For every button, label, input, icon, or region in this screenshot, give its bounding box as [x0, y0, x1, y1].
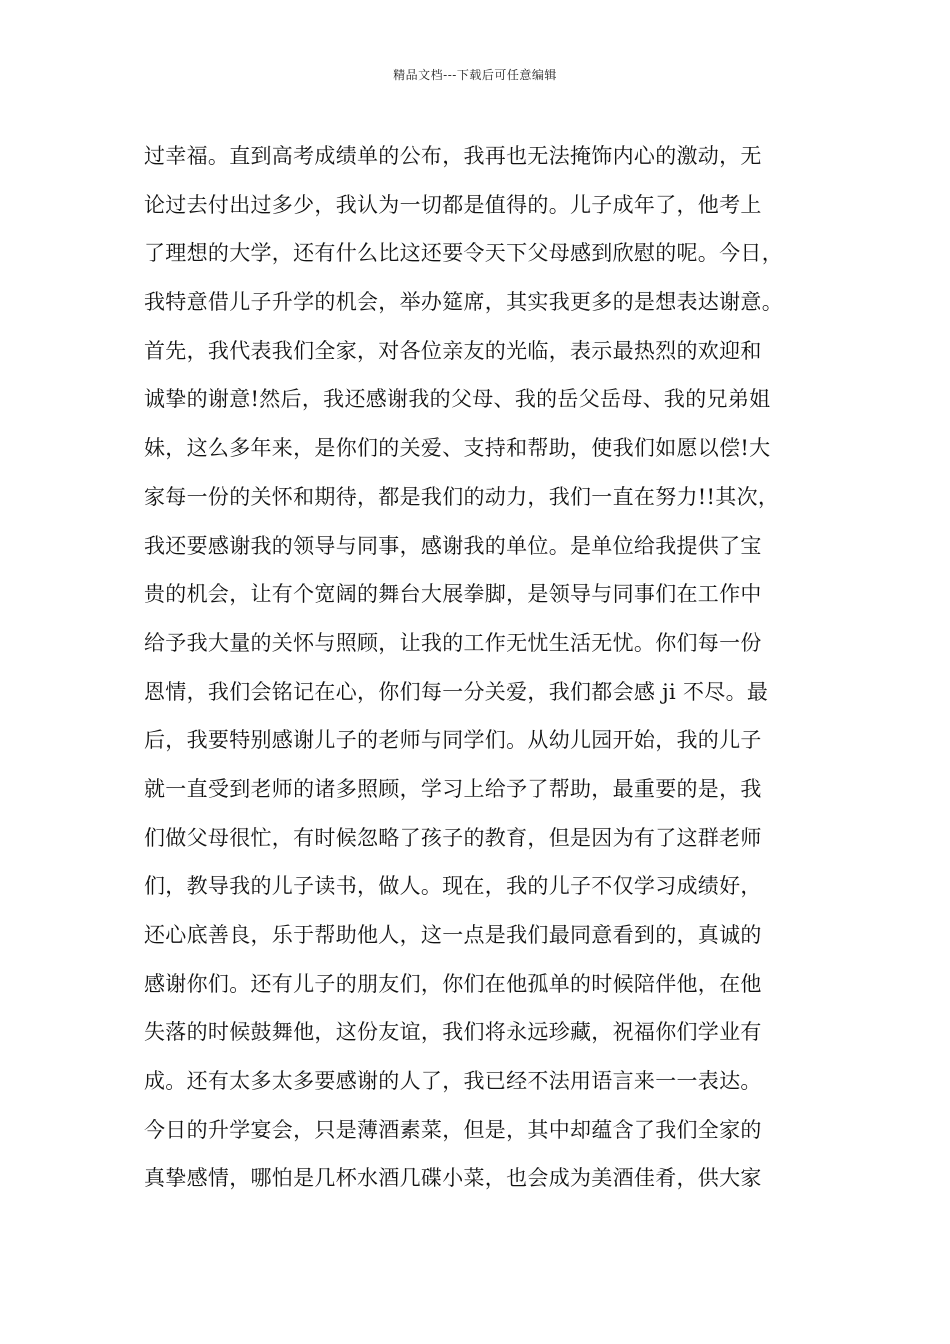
- text-line: 后，我要特别感谢儿子的老师与同学们。从幼儿园开始，我的儿子: [144, 728, 762, 753]
- text-line: 成。还有太多太多要感谢的人了，我已经不法用语言来一一表达。: [144, 1069, 762, 1094]
- page-header: 精品文档---下载后可任意编辑: [393, 68, 557, 82]
- text-line: 贵的机会，让有个宽阔的舞台大展拳脚，是领导与同事们在工作中: [144, 582, 762, 607]
- text-line: 恩情，我们会铭记在心，你们每一分关爱，我们都会感 ji 不尽。最: [144, 679, 769, 704]
- text-line: 首先，我代表我们全家，对各位亲友的光临，表示最热烈的欢迎和: [144, 338, 762, 363]
- text-line: 妹，这么多年来，是你们的关爱、支持和帮助，使我们如愿以偿!大: [144, 436, 771, 461]
- body-text: [144, 132, 824, 1203]
- text-line: 还心底善良，乐于帮助他人，这一点是我们最同意看到的，真诚的: [144, 923, 762, 947]
- text-line: 了理想的大学，还有什么比这还要令天下父母感到欣慰的呢。今日，: [144, 241, 783, 266]
- text-line: 们做父母很忙，有时候忽略了孩子的教育，但是因为有了这群老师: [144, 825, 762, 850]
- text-line: 给予我大量的关怀与照顾，让我的工作无忧生活无忧。你们每一份: [144, 630, 762, 655]
- text-line: 就一直受到老师的诸多照顾，学习上给予了帮助，最重要的是，我: [144, 776, 762, 801]
- text-line: 过幸福。直到高考成绩单的公布，我再也无法掩饰内心的激动，无: [144, 144, 762, 168]
- text-line: 们，教导我的儿子读书，做人。现在，我的儿子不仅学习成绩好，: [144, 874, 762, 899]
- text-line: 诚挚的谢意!然后，我还感谢我的父母、我的岳父岳母、我的兄弟姐: [144, 387, 771, 412]
- text-line: 家每一份的关怀和期待，都是我们的动力，我们一直在努力!!其次，: [144, 484, 780, 509]
- text-line: 今日的升学宴会，只是薄酒素菜，但是，其中却蕴含了我们全家的: [144, 1117, 762, 1142]
- text-line: 感谢你们。还有儿子的朋友们，你们在他孤单的时候陪伴他，在他: [144, 971, 762, 996]
- text-line: 失落的时候鼓舞他，这份友谊，我们将永远珍藏，祝福你们学业有: [144, 1020, 762, 1045]
- text-line: 我特意借儿子升学的机会，举办筵席，其实我更多的是想表达谢意。: [144, 290, 783, 315]
- text-line: 论过去付出过多少，我认为一切都是值得的。儿子成年了，他考上: [144, 192, 762, 217]
- text-line: 真挚感情，哪怕是几杯水酒几碟小菜，也会成为美酒佳肴，供大家: [144, 1166, 762, 1191]
- text-line: 我还要感谢我的领导与同事，感谢我的单位。是单位给我提供了宝: [144, 533, 762, 558]
